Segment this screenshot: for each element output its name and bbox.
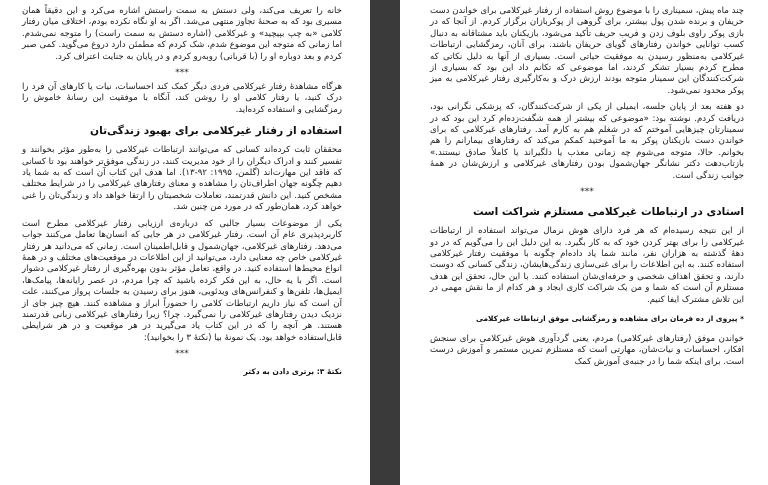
section-heading: استادی در ارتباطات غیرکلامی مستلزم شراکت است (472, 206, 744, 219)
paragraph: از این نتیجه رسیده‌ام که هر فرد دارای هوش نرمال می‌تواند استفاده از ارتباطات غیرکلامی را برای بهتر کردن خود که به کار بگیرد. به این دلیل این را می‌گویم که در دو دههٔ گذشته به هزاران نفر، مانند شما یاد داده‌ام چگونه با موفقیت رفتار غیرکلامی استفاده کنند. به این اطلاعات را برای غنی‌سازی زندگی‌هایشان، زندگی کسانی که دوست دارند، و تحقق اهداف شخصی و حرفه‌ای‌شان استفاده کنند. با این حال، تحقق این هدف مستلزم آن است که شما و من یک شراکت کاری ایجاد و هر کدام از ما نقش مهمی در این تلاش مشترک ایفا کنیم. (430, 226, 744, 305)
paragraph: خانه را تعریف می‌کند، ولی دستش به سمت راستش اشاره می‌کرد و این دقیقاً همان مسیری بود که به صحنهٔ تجاوز منتهی می‌شد. اگر به او نگاه نکرده بودم، اختلاف میان رفتار کلامی «به چپ بپیچید» و غیرکلامی (اشاره دستش به سمت راست) را متوجه نمی‌شدم. اما زمانی که متوجه این موضوع شدم، شک کردم که مطمئن دارد دروغ می‌گوید. کمی صبر کردم و بعد دوباره او را (با قربانی) روبه‌رو کردم و در پایان به جنایت اعتراف کرد. (22, 6, 342, 62)
paragraph: هرگاه مشاهدهٔ رفتار غیرکلامی فردی دیگر کمک کند احساسات، نیات یا کارهای آن فرد را درک کنید، یا رفتار کلامی او را روشن کند، آنگاه با موفقیت این رسانهٔ خاموش را رمزگشایی و استفاده کرده‌اید. (22, 82, 342, 115)
commandment-note: * پیروی از ده فرمان برای مشاهده و رمزگشایی موفق ارتباطات غیرکلامی (476, 313, 744, 323)
paragraph: محققان ثابت کرده‌اند کسانی که می‌توانند ارتباطات غیرکلامی را به‌طور مؤثر بخوانند و تفسیر کنند و ادراک دیگران را از خود مدیریت کنند، در زندگی موفق‌تر خواهند بود تا کسانی که فاقد این مهارت‌اند (گلمن، ۱۹۹۵: ۹۲-۱۳). اما هدف این کتاب آن است که به شما یاد دهیم چگونه جهان اطراف‌تان را مشاهده و معنای رفتارهای غیرکلامی را در شرایط مختلف مشخص کنید. این دانش قدرتمند، تعاملات شخصیتان را ارتقا خواهد داد و زندگی‌تان را غنی خواهد کرد، همان‌طور که در مورد من چنین شد. (22, 145, 342, 213)
section-separator: *** (175, 68, 189, 79)
tip-title: نکتهٔ ۳: برتری دادن به دکتر (243, 367, 342, 377)
right-text-column (430, 6, 744, 368)
section-heading: استفاده از رفتار غیرکلامی برای بهبود زندگی‌تان (90, 125, 342, 138)
paragraph: دو هفته بعد از پایان جلسه، ایمیلی از یکی از شرکت‌کنندگان، که پزشکی نگرانی بود، دریافت کردم. نوشته بود: «موضوعی که بیشتر از همه شگفت‌زده‌ام کرد این بود که در سمینارتان چیزهایی آموختم که در شغلم هم به کارم آمد. رفتارهای غیرکلامی که برای خواندن دست بازیکنان پوکر به ما آموختید کمکم می‌کند که رفتارهای بیمارانم را هم بخوانم. حالا، متوجه می‌شوم چه زمانی معذب یا دلگیراند یا کاملاً صادق نیستند.» بازتاب‌دهت دکتر نشانگر جهان‌شمول بودن رفتارهای غیرکلامی و ارزش‌شان در همهٔ جوانب زندگی است. (430, 102, 744, 181)
section-separator: *** (175, 349, 189, 360)
paragraph: چند ماه پیش، سمیناری را با موضوع روش استفاده از رفتار غیرکلامی برای خواندن دست حریفان و برنده شدن پول بیشتر، برای گروهی از پوکربازان برگزار کردم. از آنجا که در بازی پوکر راوی بلوف زدن و فریب حریف تأکید می‌شود، بازیکنان باید مشتاقانه به دنبال کسب توانایی خواندن رفتارهای گویای حریفان باشند. برای آنان، رمزگشایی ارتباطات غیرکلامی به‌منظور رسیدن به موفقیت حیاتی است. بسیاری از آنها به دلیل نکاتی که مطرح کردم بسیار تشکر کردند، اما موضوعی که تکانم داد این بود که بسیاری از شرکت‌کنندگان این سمینار متوجه بودند ارزش درک و به‌کارگیری رفتار غیرکلامی به میز پوکر محدود نمی‌شود. (430, 6, 744, 96)
section-separator: *** (580, 187, 594, 198)
right-page (400, 0, 768, 485)
left-page (0, 0, 370, 485)
left-text-column (22, 6, 342, 377)
page-gutter (370, 0, 400, 485)
paragraph: خواندن موفق (رفتارهای غیرکلامی) مردم، یعنی گردآوری هوش غیرکلامی برای سنجش افکار، احساسات و نیات‌شان، مهارتی است که مستلزم تمرین مستمر و آموزش درست است. برای اینکه شما را در جنبه‌ی آموزش کمک (430, 333, 744, 367)
paragraph: یکی از موضوعات بسیار جالبی که درباره‌ی ارزیابی رفتار غیرکلامی مطرح است کاربردپذیری عام آن است. رفتار غیرکلامی در هر جایی که انسان‌ها تعامل می‌کنند جواب می‌دهد. رفتارهای غیرکلامی، جهان‌شمول و قابل‌اطمینان است. زمانی که می‌دانید هر رفتار غیرکلامی خاص چه معنایی دارد، می‌توانید از این اطلاعات در موقعیت‌های مختلف و در همهٔ انواع محیط‌ها استفاده کنید. در واقع، تعامل مؤثر بدون بهره‌گیری از رفتار غیرکلامی دشوار است. اگر با یه حال، به این فکر کرده باشید که چرا مردم، در عصر رایانه‌ها، پیامک‌ها، ایمیل‌ها، تلفن‌ها و کنفرانس‌های ویدئویی، هنوز برای رسیدن به جلسات پرواز می‌کنند، علت آن است که نیاز داریم ارتباطات کلامی را حضوراً ابراز و مشاهده کنند. هیچ چیز جای از نزدیک دیدن رفتارهای غیرکلامی را نمی‌گیرد. چرا؟ زیرا رفتارهای غیرکلامی زبانی قدرتمند هستند. هر آنچه را که در این کتاب یاد می‌گیرید در هر موقعیت و در هر شرایطی قابل‌استفاده خواهد بود. یک نمونهٔ بیا (نکتهٔ ۳ را بخوانید): (22, 218, 342, 343)
